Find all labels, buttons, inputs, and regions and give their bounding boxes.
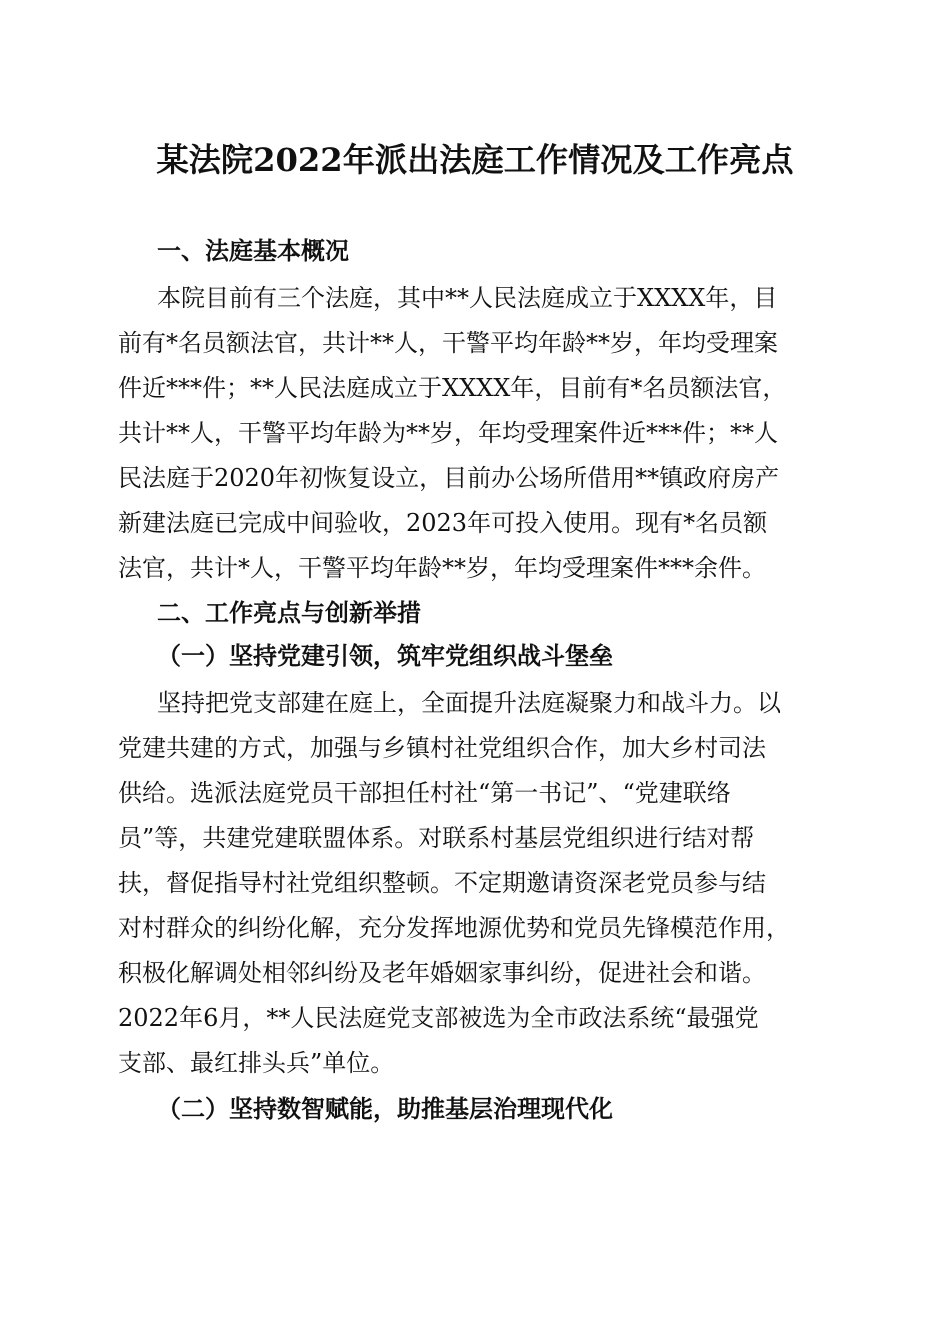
paragraph-line: 前有*名员额法官，共计**人，干警平均年龄**岁，年均受理案 (118, 329, 778, 357)
paragraph-line: 件近***件；**人民法庭成立于XXXX年，目前有*名员额法官， (118, 374, 787, 402)
paragraph-line: 党建共建的方式，加强与乡镇村社党组织合作，加大乡村司法 (118, 734, 766, 762)
subsection-heading-party-building: （一）坚持党建引领，筑牢党组织战斗堡垒 (157, 641, 613, 670)
section-heading-overview: 一、法庭基本概况 (157, 237, 349, 265)
paragraph-line: 积极化解调处相邻纠纷及老年婚姻家事纠纷，促进社会和谐。 (118, 959, 766, 987)
paragraph-line: 法官，共计*人，干警平均年龄**岁，年均受理案件***余件。 (118, 554, 766, 582)
paragraph-line: 共计**人，干警平均年龄为**岁，年均受理案件近***件；**人 (118, 419, 778, 447)
section-heading-highlights: 二、工作亮点与创新举措 (157, 599, 421, 627)
document-title: 某法院2022年派出法庭工作情况及工作亮点 (156, 141, 794, 179)
paragraph-line: 员”等，共建党建联盟体系。对联系村基层党组织进行结对帮 (118, 824, 755, 852)
paragraph-line: 扶，督促指导村社党组织整顿。不定期邀请资深老党员参与结 (118, 869, 766, 897)
paragraph-line: 供给。选派法庭党员干部担任村社“第一书记”、“党建联络 (118, 779, 731, 807)
paragraph-line: 民法庭于2020年初恢复设立，目前办公场所借用**镇政府房产 (118, 464, 780, 492)
paragraph-line: 对村群众的纠纷化解，充分发挥地源优势和党员先锋模范作用， (118, 914, 790, 942)
paragraph-line: 新建法庭已完成中间验收，2023年可投入使用。现有*名员额 (118, 509, 768, 537)
subsection-heading-digital: （二）坚持数智赋能，助推基层治理现代化 (157, 1094, 613, 1123)
paragraph-line: 2022年6月，**人民法庭党支部被选为全市政法系统“最强党 (118, 1004, 759, 1032)
paragraph-line: 支部、最红排头兵”单位。 (118, 1049, 395, 1077)
paragraph-line: 坚持把党支部建在庭上，全面提升法庭凝聚力和战斗力。以 (157, 689, 781, 717)
paragraph-line: 本院目前有三个法庭，其中**人民法庭成立于XXXX年，目 (157, 284, 778, 312)
